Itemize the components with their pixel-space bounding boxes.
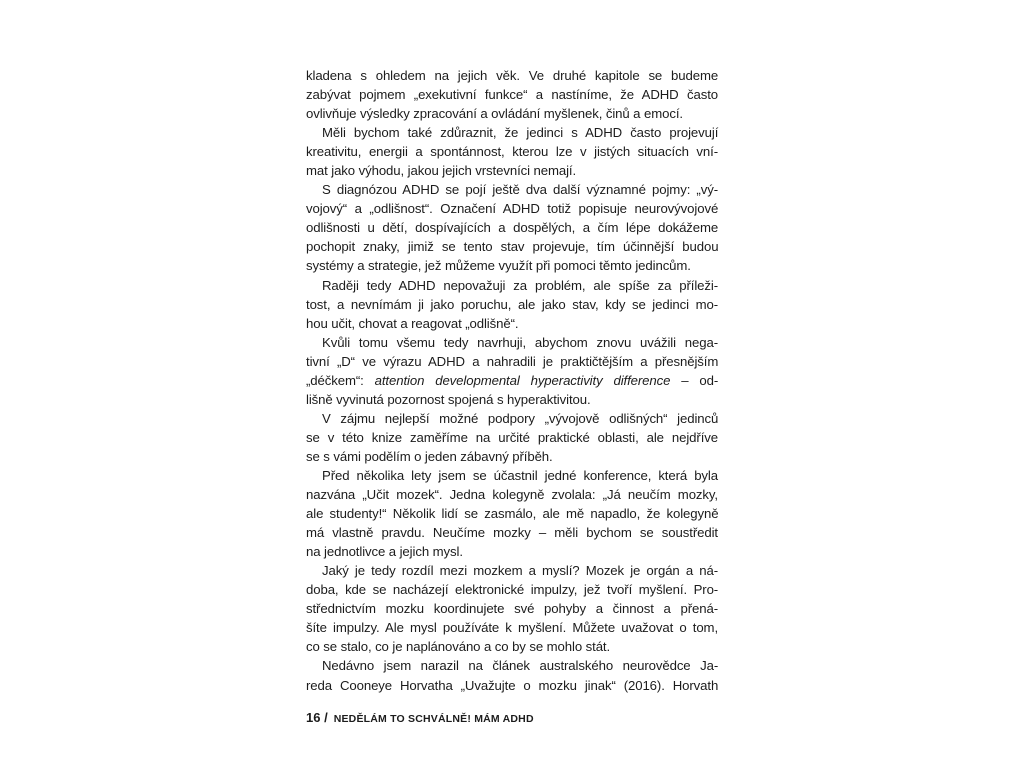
body-text — [306, 66, 718, 695]
text-line: šíte impulzy. Ale mysl používáte k myšlení. Můžete uvažovat o tom, — [306, 620, 719, 636]
italic-segment: attention developmental hyperactivity difference — [374, 372, 671, 388]
text-line: odlišnosti u dětí, dospívajících a dospělých, a čím lépe dokážeme — [306, 220, 719, 236]
text-line: lišně vyvinutá pozornost spojená s hyperaktivitou. — [306, 391, 591, 407]
text-line: hou učit, chovat a reagovat „odlišně“. — [306, 315, 519, 331]
text-line: má vlastně pravdu. Neučíme mozky – měli bychom se soustředit — [306, 525, 718, 541]
text-line: nazvána „Učit mozek“. Jedna kolegyně zvolala: „Já neučím mozky, — [306, 487, 718, 503]
text-line: Jaký je tedy rozdíl mezi mozkem a myslí? Mozek je orgán a ná- — [322, 563, 718, 579]
text-line: Měli bychom také zdůraznit, že jedinci s ADHD často projevují — [322, 125, 719, 141]
text-line: ovlivňuje výsledky zpracování a ovládání myšlenek, činů a emocí. — [306, 106, 683, 122]
text-line: reda Cooneye Horvatha „Uvažujte o mozku jinak“ (2016). Horvath — [306, 677, 719, 693]
text-line: Kvůli tomu všemu tedy navrhuji, abychom znovu uvážili nega- — [322, 334, 719, 350]
text-segment: – od- — [670, 372, 719, 388]
text-line: na jednotlivce a jejich mysl. — [306, 544, 463, 560]
text-line: tost, a nevnímám ji jako poruchu, ale jako stav, kdy se jedinci mo- — [306, 296, 718, 312]
text-line: mat jako výhodu, jakou jejich vrstevníci nemají. — [306, 163, 577, 179]
page-footer — [306, 710, 534, 728]
running-footer-title: NEDĚLÁM TO SCHVÁLNĚ! MÁM ADHD — [333, 713, 534, 725]
page-number: 16 / — [306, 710, 328, 725]
text-line: střednictvím mozku koordinujete své pohyby a činnost a přená- — [306, 601, 718, 617]
text-line: V zájmu nejlepší možné podpory „vývojově odlišných“ jedinců — [322, 410, 719, 426]
text-line: zabývat pojmem „exekutivní funkce“ a nastíníme, že ADHD často — [306, 87, 718, 103]
text-line — [306, 371, 718, 390]
text-line: systémy a strategie, jež můžeme využít při pomoci těmto jedincům. — [306, 258, 691, 274]
text-line: S diagnózou ADHD se pojí ještě dva další významné pojmy: „vý- — [322, 182, 718, 198]
text-line: doba, kde se nacházejí elektronické impulzy, jež tvoří myšlení. Pro- — [306, 582, 719, 598]
text-line: kladena s ohledem na jejich věk. Ve druhé kapitole se budeme — [306, 68, 719, 83]
text-line: Raději tedy ADHD nepovažuji za problém, ale spíše za příleži- — [322, 277, 718, 293]
text-line: se v této knize zaměříme na určité praktické oblasti, ale nejdříve — [306, 429, 718, 445]
text-line: ale studenty!“ Několik lidí se zasmálo, ale mě napadlo, že kolegyně — [306, 506, 719, 522]
text-segment: „déčkem“: — [306, 372, 375, 388]
text-line: tivní „D“ ve výrazu ADHD a nahradili je praktičtějším a přesnějším — [306, 353, 719, 369]
text-line: se s vámi podělím o jeden zábavný příběh. — [306, 448, 553, 464]
text-line: Před několika lety jsem se účastnil jedné konference, která byla — [322, 467, 718, 483]
text-line: vojový“ a „odlišnost“. Označení ADHD totiž popisuje neurovývojové — [306, 201, 719, 217]
text-line: Nedávno jsem narazil na článek australského neurovědce Ja- — [322, 658, 719, 674]
text-line: co se stalo, co je naplánováno a co by se mohlo stát. — [306, 639, 611, 655]
text-line: pochopit znaky, jimiž se tento stav projevuje, tím účinnější budou — [306, 239, 719, 255]
text-line: kreativitu, energii a spontánnost, kterou lze v jistých situacích vní- — [306, 144, 718, 160]
